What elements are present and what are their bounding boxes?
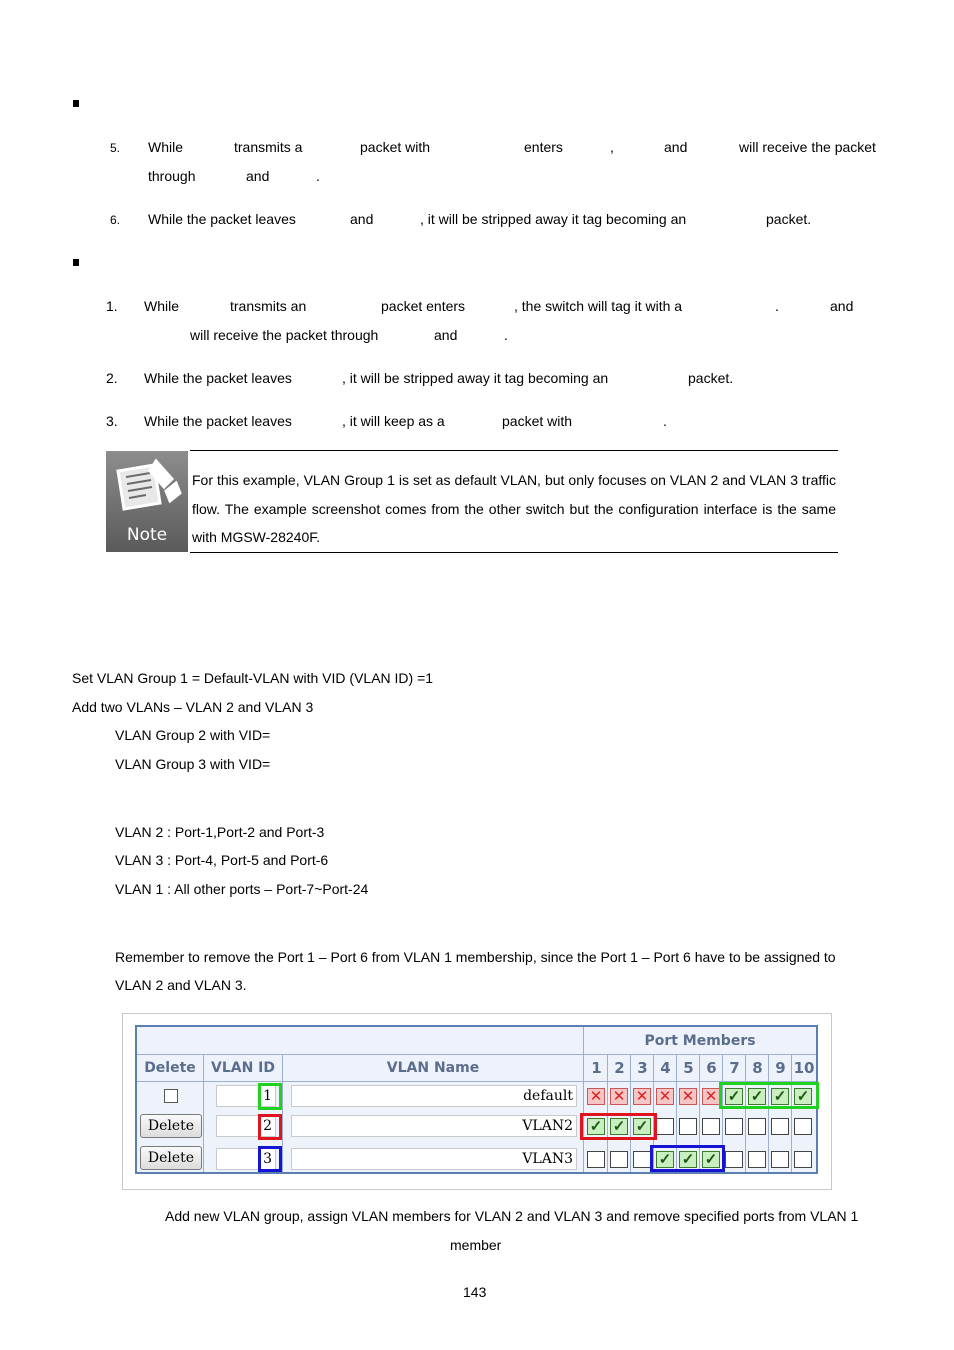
port-member-checkbox[interactable] — [794, 1118, 812, 1135]
note-bottom-rule — [190, 552, 838, 553]
setup-line: Set VLAN Group 1 = Default-VLAN with VID (VLAN ID) =1 — [72, 670, 434, 686]
vlan-name-field[interactable]: VLAN3 — [291, 1148, 577, 1170]
port-member-checkbox[interactable] — [633, 1088, 651, 1105]
port-member-checkbox[interactable] — [702, 1088, 720, 1105]
port-header-7: 7 — [729, 1059, 740, 1077]
port-member-checkbox[interactable] — [794, 1151, 812, 1168]
highlight-vid-1 — [258, 1083, 282, 1110]
cross-icon: ✕ — [612, 1088, 626, 1105]
check-icon: ✓ — [796, 1088, 810, 1105]
text-fragment: packet with — [502, 413, 573, 429]
port-header-10: 10 — [793, 1059, 815, 1077]
setup-line: VLAN Group 2 with VID= — [115, 727, 271, 743]
highlight-vlan1-ports — [719, 1082, 819, 1109]
port-members-header: Port Members — [644, 1033, 756, 1049]
text-fragment: packet. — [688, 370, 734, 386]
cross-icon: ✕ — [589, 1088, 603, 1105]
text-fragment: and — [434, 327, 458, 343]
check-icon: ✓ — [658, 1151, 672, 1168]
port-header-6: 6 — [706, 1059, 717, 1077]
port-member-checkbox[interactable] — [748, 1151, 766, 1168]
delete-checkbox[interactable] — [164, 1089, 178, 1103]
text-fragment: will receive the packet through — [190, 327, 379, 343]
text-fragment: will receive the packet — [739, 139, 876, 155]
port-member-checkbox[interactable] — [771, 1151, 789, 1168]
check-icon: ✓ — [589, 1118, 603, 1135]
vlan-id-field[interactable]: 3 — [216, 1148, 276, 1170]
cross-icon: ✕ — [658, 1088, 672, 1105]
port-member-checkbox[interactable] — [679, 1118, 697, 1135]
port-member-checkbox[interactable] — [679, 1088, 697, 1105]
text-fragment: packet enters — [381, 298, 466, 314]
check-icon: ✓ — [750, 1088, 764, 1105]
port-member-checkbox[interactable] — [587, 1088, 605, 1105]
port-header-2: 2 — [614, 1059, 625, 1077]
text-fragment: transmits an — [230, 298, 307, 314]
check-icon: ✓ — [635, 1118, 649, 1135]
port-member-checkbox[interactable] — [587, 1151, 605, 1168]
check-icon: ✓ — [612, 1118, 626, 1135]
text-fragment: , — [610, 139, 614, 155]
page-number: 143 — [463, 1284, 487, 1300]
text-fragment: While the packet leaves — [144, 413, 292, 429]
text-fragment: , it will keep as a — [342, 413, 445, 429]
check-icon: ✓ — [681, 1151, 695, 1168]
vlan-name-field[interactable]: VLAN2 — [291, 1115, 577, 1137]
setup-line: VLAN 1 : All other ports – Port-7~Port-24 — [115, 881, 369, 897]
setup-line: VLAN Group 3 with VID= — [115, 756, 271, 772]
note-icon — [106, 451, 188, 552]
check-icon: ✓ — [773, 1088, 787, 1105]
text-fragment: While the packet leaves — [144, 370, 292, 386]
check-icon: ✓ — [704, 1151, 718, 1168]
vlan-id-field[interactable]: 2 — [216, 1115, 276, 1137]
port-member-checkbox[interactable] — [656, 1088, 674, 1105]
text-fragment: packet. — [766, 211, 812, 227]
port-header-4: 4 — [660, 1059, 671, 1077]
port-header-5: 5 — [683, 1059, 694, 1077]
text-fragment: While — [148, 139, 184, 155]
text-fragment: , it will be stripped away it tag becoming an — [342, 370, 609, 386]
divider — [137, 1081, 816, 1082]
highlight-vid-2 — [258, 1114, 282, 1140]
setup-line: Add two VLANs – VLAN 2 and VLAN 3 — [72, 699, 314, 715]
item-number: 3. — [106, 413, 118, 429]
remember-line: Remember to remove the Port 1 – Port 6 from VLAN 1 membership, since the Port 1 – Port 6 have to be assigned to — [115, 949, 836, 965]
item-number: 5. — [110, 141, 121, 155]
text-fragment: , it will be stripped away it tag becoming an — [420, 211, 687, 227]
text-fragment: While the packet leaves — [148, 211, 296, 227]
text-fragment: through — [148, 168, 196, 184]
svg-text:Note: Note — [126, 525, 168, 545]
cross-icon: ✕ — [704, 1088, 718, 1105]
port-member-checkbox[interactable] — [748, 1118, 766, 1135]
port-member-checkbox[interactable] — [656, 1118, 674, 1135]
delete-button[interactable]: Delete — [140, 1146, 202, 1170]
highlight-vlan2-ports — [580, 1113, 657, 1140]
delete-button[interactable]: Delete — [140, 1114, 202, 1138]
text-fragment: and — [350, 211, 374, 227]
figure-caption: Add new VLAN group, assign VLAN members for VLAN 2 and VLAN 3 and remove specified ports from VLAN 1 — [165, 1208, 859, 1224]
setup-line: VLAN 2 : Port-1,Port-2 and Port-3 — [115, 824, 325, 840]
text-fragment: While — [144, 298, 180, 314]
text-fragment: packet with — [360, 139, 431, 155]
bullet-a — [73, 100, 79, 107]
port-header-3: 3 — [637, 1059, 648, 1077]
item-number: 2. — [106, 370, 118, 386]
col-vlan-name-header: VLAN Name — [386, 1060, 480, 1076]
setup-line: VLAN 3 : Port-4, Port-5 and Port-6 — [115, 852, 329, 868]
item-number: 6. — [110, 213, 121, 227]
text-fragment: and — [246, 168, 270, 184]
port-member-checkbox[interactable] — [725, 1118, 743, 1135]
text-fragment: enters — [524, 139, 563, 155]
col-vlan-id-header: VLAN ID — [210, 1060, 275, 1076]
text-fragment: . — [663, 413, 667, 429]
item-number: 1. — [106, 298, 118, 314]
cross-icon: ✕ — [635, 1088, 649, 1105]
note-top-rule — [190, 450, 838, 451]
vlan-id-field[interactable]: 1 — [216, 1085, 276, 1107]
port-member-checkbox[interactable] — [702, 1118, 720, 1135]
divider — [791, 1055, 792, 1172]
divider — [745, 1055, 746, 1172]
text-fragment: . — [504, 327, 508, 343]
figure-caption: member — [450, 1237, 502, 1253]
port-member-checkbox[interactable] — [610, 1151, 628, 1168]
port-header-1: 1 — [591, 1059, 602, 1077]
port-member-checkbox[interactable] — [725, 1151, 743, 1168]
text-fragment: . — [316, 168, 320, 184]
text-fragment: , the switch will tag it with a — [514, 298, 683, 314]
text-fragment: transmits a — [234, 139, 303, 155]
text-fragment: . — [775, 298, 779, 314]
check-icon: ✓ — [727, 1088, 741, 1105]
highlight-vlan3-ports — [650, 1145, 725, 1172]
highlight-vid-3 — [258, 1146, 282, 1172]
divider — [768, 1055, 769, 1172]
cross-icon: ✕ — [681, 1088, 695, 1105]
note-text: For this example, VLAN Group 1 is set as default VLAN, but only focuses on VLAN 2 and VLAN 3 traffic flow. The example screenshot comes from the other switch but the configuration interface is the same with MGSW-28240F. — [192, 472, 836, 545]
port-member-checkbox[interactable] — [610, 1088, 628, 1105]
bullet-b — [73, 259, 79, 266]
remember-line: VLAN 2 and VLAN 3. — [115, 977, 247, 993]
port-header-9: 9 — [775, 1059, 786, 1077]
text-fragment: and — [830, 298, 854, 314]
port-header-8: 8 — [752, 1059, 763, 1077]
col-delete-header: Delete — [144, 1060, 196, 1076]
vlan-name-field[interactable]: default — [291, 1085, 577, 1107]
port-member-checkbox[interactable] — [771, 1118, 789, 1135]
text-fragment: and — [664, 139, 688, 155]
port-member-checkbox[interactable] — [633, 1151, 651, 1168]
